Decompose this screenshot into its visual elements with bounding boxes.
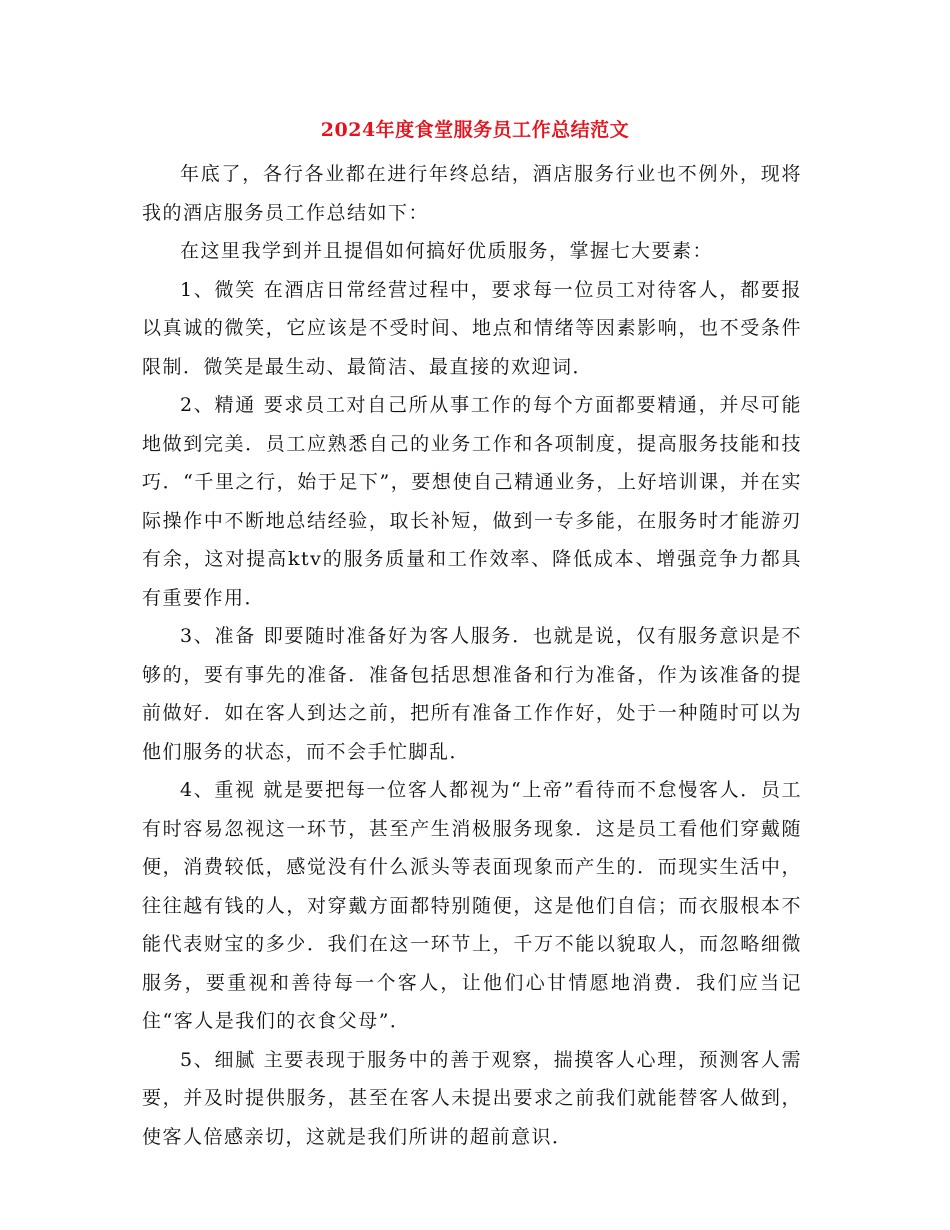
paragraph-smile: 1、微笑 在酒店日常经营过程中，要求每一位员工对待客人，都要报以真诚的微笑，它应该是不受时间、地点和情绪等因素影响，也不受条件限制．微笑是最生动、最简洁、最直接的欢迎词． xyxy=(142,278,802,378)
paragraph-meticulous: 5、细腻 主要表现于服务中的善于观察，揣摸客人心理，预测客人需要，并及时提供服务，甚至在客人未提出要求之前我们就能替客人做到，使客人倍感亲切，这就是我们所讲的超前意识． xyxy=(142,1048,802,1148)
paragraph-proficiency: 2、精通 要求员工对自己所从事工作的每个方面都要精通，并尽可能地做到完美．员工应熟悉自己的业务工作和各项制度，提高服务技能和技巧．“千里之行，始于足下”，要想使自己精通业务，上好培训课，并在实际操作中不断地总结经验，取长补短，做到一专多能，在服务时才能游刃有余，这对提高ktv的服务质量和工作效率、降低成本、增强竞争力都具有重要作用． xyxy=(142,394,802,609)
paragraph-attention: 4、重视 就是要把每一位客人都视为“上帝”看待而不怠慢客人．员工有时容易忽视这一环节，甚至产生消极服务现象．这是员工看他们穿戴随便，消费较低，感觉没有什么派头等表面现象而产生的．而现实生活中，往往越有钱的人，对穿戴方面都特别随便，这是他们自信；而衣服根本不能代表财宝的多少．我们在这一环节上，千万不能以貌取人，而忽略细微服务，要重视和善待每一个客人，让他们心甘情愿地消费．我们应当记住“客人是我们的衣食父母”． xyxy=(142,779,802,1032)
document-body xyxy=(142,155,802,1156)
paragraph-seven-elements: 在这里我学到并且提倡如何搞好优质服务，掌握七大要素： xyxy=(180,240,714,262)
paragraph-intro: 年底了，各行各业都在进行年终总结，酒店服务行业也不例外，现将我的酒店服务员工作总结如下： xyxy=(142,163,802,224)
document-title: 2024年度食堂服务员工作总结范文 xyxy=(320,119,630,141)
paragraph-preparation: 3、准备 即要随时准备好为客人服务．也就是说，仅有服务意识是不够的，要有事先的准备．准备包括思想准备和行为准备，作为该准备的提前做好．如在客人到达之前，把所有准备工作作好，处于一种随时可以为他们服务的状态，而不会手忙脚乱． xyxy=(142,625,802,763)
